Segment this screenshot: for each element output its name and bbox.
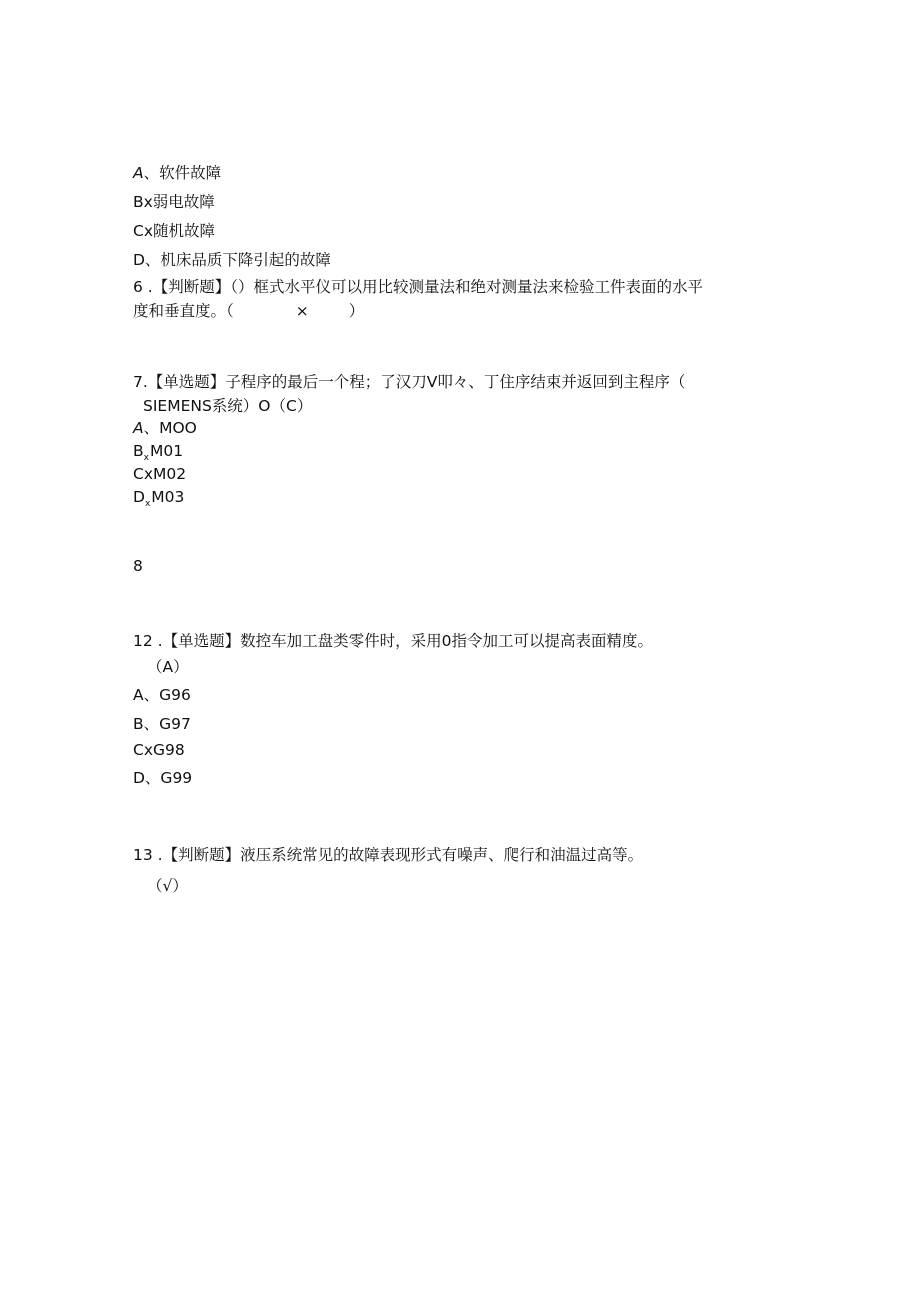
q7-option-b-sub: x (143, 453, 149, 463)
q12-option-a: A、G96 (133, 686, 191, 704)
q7-option-a-text: 、MOO (143, 419, 197, 437)
q6-answer: × (295, 302, 309, 320)
q7-line-1 (133, 372, 685, 392)
q13-line-1 (133, 845, 643, 865)
q12-option-c: CxG98 (133, 741, 185, 759)
q6-text-line-2: 度和垂直度。（ (133, 302, 234, 320)
q5-option-d: D、机床品质下降引起的故障 (133, 251, 331, 269)
q8-number: 8 (133, 557, 143, 575)
q5-option-a-letter: A (133, 164, 144, 182)
q5-option-a-text: 、软件故障 (143, 164, 222, 182)
q12-option-d: D、G99 (133, 769, 193, 787)
q6-text-line-1: .【判断题】（）框式水平仪可以用比较测量法和绝对测量法来检验工件表面的水平 (142, 278, 703, 296)
q5-option-a (133, 163, 221, 183)
q7-option-a (133, 418, 197, 438)
q7-text-line-1: 【单选题】子程序的最后一个程；了汉刀V叩々、丁住序结束并返回到主程序（ (147, 373, 686, 391)
q6-line-1 (133, 277, 703, 297)
q12-number: 12 (133, 632, 153, 650)
q6-close-paren: ） (348, 302, 365, 320)
q7-option-d-text: M03 (151, 488, 185, 506)
q6-number: 6 (133, 278, 143, 296)
q12-answer: （A） (147, 658, 189, 676)
q7-option-d (133, 487, 184, 510)
q5-option-b: Bx弱电故障 (133, 193, 215, 211)
q7-option-c: CxM02 (133, 465, 187, 483)
q7-option-d-sub: x (144, 499, 151, 509)
q7-number: 7. (133, 373, 148, 391)
q6-line-2 (133, 301, 364, 321)
q5-option-c: Cx随机故障 (133, 222, 215, 240)
q7-option-d-letter: D (133, 488, 145, 506)
q7-option-b (133, 441, 183, 464)
q7-option-b-letter: B (133, 442, 144, 460)
q13-text-line-1: .【判断题】液压系统常见的故障表现形式有噪声、爬行和油温过高等。 (152, 846, 644, 864)
q7-option-b-text: M01 (149, 442, 184, 460)
q12-option-b: B、G97 (133, 715, 191, 733)
q7-line-2: SIEMENS系统）O（C） (143, 397, 313, 415)
q13-number: 13 (133, 846, 153, 864)
q12-text-line-1: .【单选题】数控车加工盘类零件时，采用0指令加工可以提高表面精度。 (152, 632, 653, 650)
q12-line-1 (133, 631, 653, 651)
q13-answer: （√） (147, 877, 188, 895)
q7-option-a-letter: A (133, 419, 144, 437)
